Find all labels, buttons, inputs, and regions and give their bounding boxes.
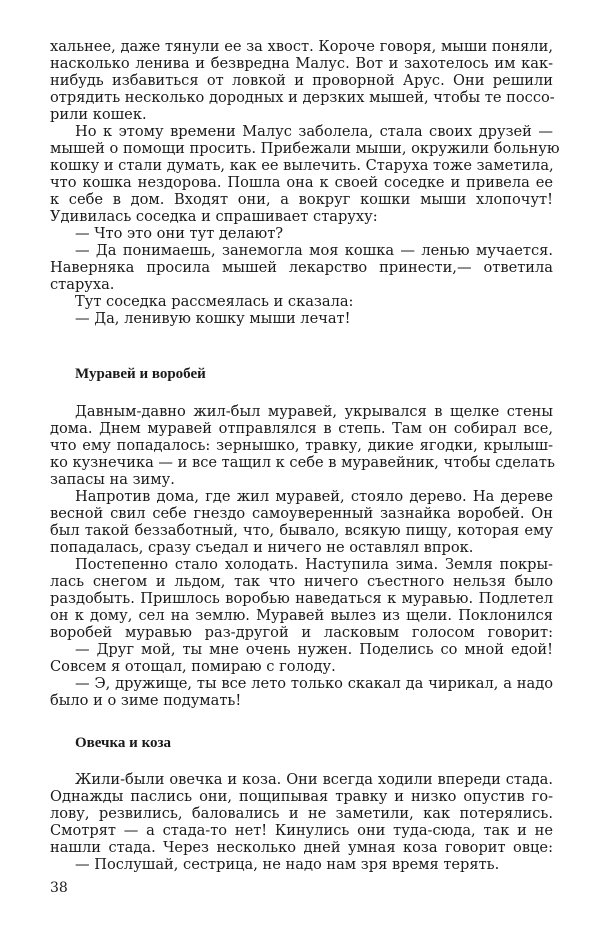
text-line: что ему попадалось: зернышко, травку, дикие ягодки, крылыш-	[50, 437, 553, 454]
text-line: был такой беззаботный, что, бывало, всякую пищу, которая ему	[50, 522, 553, 539]
text-line: старуха.	[50, 276, 115, 293]
text-line: нашли стада. Через несколько дней умная коза говорит овце:	[50, 839, 553, 856]
text-line: — Что это они тут делают?	[75, 225, 284, 242]
text-line: что кошка нездорова. Пошла она к своей соседке и привела ее	[50, 174, 553, 191]
text-line: насколько ленива и безвредна Малус. Вот и захотелось им как-	[50, 55, 553, 72]
text-line: весной свил себе гнездо самоуверенный зазнайка воробей. Он	[50, 505, 553, 522]
text-line: ко кузнечика — и все тащил к себе в муравейник, чтобы сделать	[50, 454, 555, 471]
text-line: было и о зиме подумать!	[50, 692, 242, 709]
text-line: лась снегом и льдом, так что ничего съестного нельзя было	[50, 573, 553, 590]
text-line: мышей о помощи просить. Прибежали мыши, окружили больную	[50, 140, 560, 157]
story-title: Овечка и коза	[75, 735, 172, 751]
text-line: Тут соседка рассмеялась и сказала:	[75, 293, 354, 310]
text-line: запасы на зиму.	[50, 471, 175, 488]
text-line: попадалась, сразу съедал и ничего не оставлял впрок.	[50, 539, 474, 556]
text-line: кошку и стали думать, как ее вылечить. Старуха тоже заметила,	[50, 157, 554, 174]
text-line: — Э, дружище, ты все лето только скакал да чирикал, а надо	[75, 675, 553, 692]
text-line: Давным-давно жил-был муравей, укрывался в щелке стены	[75, 403, 553, 420]
story-title: Муравей и воробей	[75, 366, 206, 382]
text-line: Совсем я отощал, помираю с голоду.	[50, 658, 336, 675]
text-line: Напротив дома, где жил муравей, стояло дерево. На дереве	[75, 488, 553, 505]
text-line: — Послушай, сестрица, не надо нам зря время терять.	[75, 856, 500, 873]
text-line: лову, резвились, баловались и не заметили, как потерялись.	[50, 805, 553, 822]
text-line: воробей муравью раз-другой и ласковым голосом говорит:	[50, 624, 553, 641]
page-number: 38	[50, 880, 68, 896]
text-line: — Друг мой, ты мне очень нужен. Поделись со мной едой!	[75, 641, 553, 658]
text-line: он к дому, сел на землю. Муравей вылез из щели. Поклонился	[50, 607, 553, 624]
text-line: — Да понимаешь, занемогла моя кошка — ленью мучается.	[75, 242, 553, 259]
text-line: Смотрят — а стада-то нет! Кинулись они туда-сюда, так и не	[50, 822, 553, 839]
text-line: рили кошек.	[50, 106, 147, 123]
text-line: — Да, ленивую кошку мыши лечат!	[75, 310, 351, 327]
text-line: Но к этому времени Малус заболела, стала своих друзей —	[75, 123, 553, 140]
text-line: Однажды паслись они, пощипывая травку и низко опустив го-	[50, 788, 553, 805]
text-line: раздобыть. Пришлось воробью наведаться к муравью. Подлетел	[50, 590, 553, 607]
text-line: Постепенно стало холодать. Наступила зима. Земля покры-	[75, 556, 553, 573]
text-line: Наверняка просила мышей лекарство принести,— ответила	[50, 259, 553, 276]
text-line: нибудь избавиться от ловкой и проворной Арус. Они решили	[50, 72, 553, 89]
text-line: Жили-были овечка и коза. Они всегда ходили впереди стада.	[75, 771, 553, 788]
text-line: к себе в дом. Входят они, а вокруг кошки мыши хлопочут!	[50, 191, 553, 208]
text-line: хальнее, даже тянули ее за хвост. Короче говоря, мыши поняли,	[50, 38, 553, 55]
text-line: отрядить несколько дородных и дерзких мышей, чтобы те поссо-	[50, 89, 555, 106]
text-line: дома. Днем муравей отправлялся в степь. Там он собирал все,	[50, 420, 553, 437]
text-line: Удивилась соседка и спрашивает старуху:	[50, 208, 378, 225]
